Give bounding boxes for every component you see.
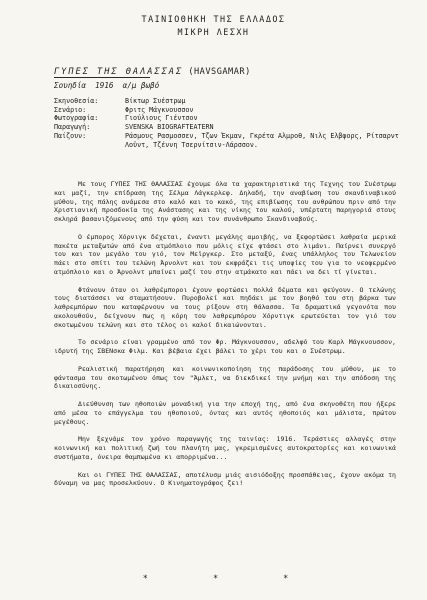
paragraph-plot-end: Φτάνουν όταν οι λαθρέμποροι έχουν φορτώσει πολλά δέματα και φεύγουν. Ο τελώνης τους διατάσσει να σταματήσουν. Πυροβολεί και πηδάει με τον βοηθό του στη βάρκα των λαθρεμπόρων που καταφέρνουν να τους ρίξουν στη θάλασσα. Τα δραματικά γεγονότα που ακολουθούν, δείχνουν πως η κόρη του λαθρεμπόρου Χόρντιγκ ερωτεύεται τον γιό του σκοτωμένου τελώνη και στο τέλος οι καλοί δικαιώνονται. (54, 285, 396, 329)
paragraph-closing: Και οι ΓΥΠΕΣ ΤΗΣ ΘΑΛΑΣΣΑΣ, αποτέλυσμ μιάς αισιόδοξης προσπάθειας, έχουν ακόμα τη δύναμη να μας προσελκύουν. Ο Κινηματογράφος ζει! (54, 470, 396, 488)
paragraph-context: Μην ξεχνάμε τον χρόνο παραγωγής της ταινίας: 1916. Τεράστιες αλλαγές στην κοινωνική και πολιτική ζωή του πλανήτη μας, γκρεμισμένες αυτοκρατορίες και κοινωνικά συστήματα, όνειρα θαμπωμένα κι απορριμένα... (54, 435, 396, 461)
film-year: 1916 (95, 81, 114, 90)
credit-role: Παίζουν: (54, 131, 87, 140)
credit-value: Γιούλιους Γιέντσον (125, 114, 198, 123)
archive-name: ΤΑΙΝΙΟΘΗΚΗ ΤΗΣ ΕΛΛΑΔΟΣ (141, 14, 286, 24)
paragraph-direction: Διεύθυνση των ηθοποιών μοναδική για την εποχή της, από ένα σκηνοθέτη που ήξερε από μέσα το επάγγελμα του ηθοποιού, όντας και αυτός ηθοποιός και μάλιστα, πρώτου μεγέθους. (54, 400, 396, 426)
paragraph-screenplay: Το σενάριο είναι γραμμένο από τον Φρ. Μάγκνουσσον, αδελφό του Καρλ Μάγκνουσσον, ιδρυτή της ΣΒΕΝσκα Φιλμ. Και βέβαια έχει βάλει το χέρι του και ο Συέστρωμ. (54, 338, 396, 355)
body-text (54, 180, 396, 497)
film-title-line (54, 67, 251, 77)
credit-role: Σενάριο: (54, 105, 87, 114)
credit-row-director (54, 97, 415, 106)
film-meta (54, 81, 159, 90)
credit-row-production (54, 123, 415, 132)
credit-value: SVENSKA BIOGRAFTEATERN (125, 123, 214, 132)
paragraph-intro: Με τους ΓΥΠΕΣ ΤΗΣ ΘΑΛΑΣΣΑΣ έχουμε όλα τα χαρακτηριστικά της Τεχνης του Συέστρωμ και μαζί, την επίδραση της Σέλμα Λάγκερλεφ. Δηλαδή, την αναβίωση του σκανδιναβικού μύθου, της πάλης ανάμεσα στο καλό και το κακό, της επιβίωσης του ανθρώπου πριν από την Χριστιανική προσδοκία της Ανάστασης και της νίκης του καλού, υπέρτατη παρηγοριά στους σκληρά βασανιζόμενους από την φύση και τον συνάνθρωπο Σκανδιναβούς. (54, 180, 396, 223)
credit-row-photography (54, 114, 415, 123)
credit-value: Βίκτωρ Συέστρωμ (125, 97, 186, 105)
credit-row-screenplay (54, 106, 415, 115)
credit-value: Ράσμους Ρασμοσσεν, Τζων Έκμαν, Γκρέτα Αλμροθ, Νιλς Ελβφορς, Ρίτσαρντ Λοϋντ, Τζέννη Τσερνίτσιν-Λάρσσον. (125, 131, 399, 149)
credit-row-cast (54, 132, 415, 149)
film-original-title: (HAVSGAMAR) (188, 67, 251, 77)
hall-name: ΜΙΚΡΗ ΛΕΣΧΗ (177, 27, 250, 37)
credits-block (54, 97, 415, 149)
film-title: ΓΥΠΕΣ ΤΗΣ ΘΑΛΑΣΣΑΣ (54, 67, 184, 77)
film-country: Σουηδία (54, 81, 87, 90)
paragraph-plot-start: Ο έμπορος Χόρνιγκ δέχεται, έναντι μεγάλης αμοιβής, να ξεφορτώσει λαθραία μερικά πακέτα μεταξωτών από ένα ατμόπλοιο που μόλις είχε φτάσει στο λιμάνι. Παίρνει συνεργό του και τον μεγάλο του γιό, τον Μεϊργκερ. Στο μεταξύ, ένας υπάλληλος του Τελωνείου πάει στο σπίτι του τελώνη Άρνολντ και του εκφράζει τις υποψίες του για το νεοφερμένο ατμόπλοιο και ο Άρνολντ μπαίνει μαζί του στην ατμάκατο και πάει να δει τί γίνεται. (54, 232, 396, 276)
credit-value: Φριτς Μάγκνουσσον (125, 105, 194, 114)
closing-asterisks: * * * (142, 574, 319, 584)
credit-role: Παραγωγή: (54, 123, 91, 132)
film-format: α/μ βωβό (122, 81, 160, 90)
credit-role: Σκηνοθεσία: (54, 97, 99, 105)
paragraph-realism: Ρεαλιστική παρατήρηση και κοινωνικοποίηση της παράδοσης του μύθου, με το φάντασμα του σκοτωμένου όπως τον "Άμλετ, να διεκδικεί την μνήμη και την απόδοση της δικαιοσύνης. (54, 364, 396, 391)
title-underline (54, 77, 150, 78)
credit-role: Φωτογραφία: (54, 114, 99, 123)
